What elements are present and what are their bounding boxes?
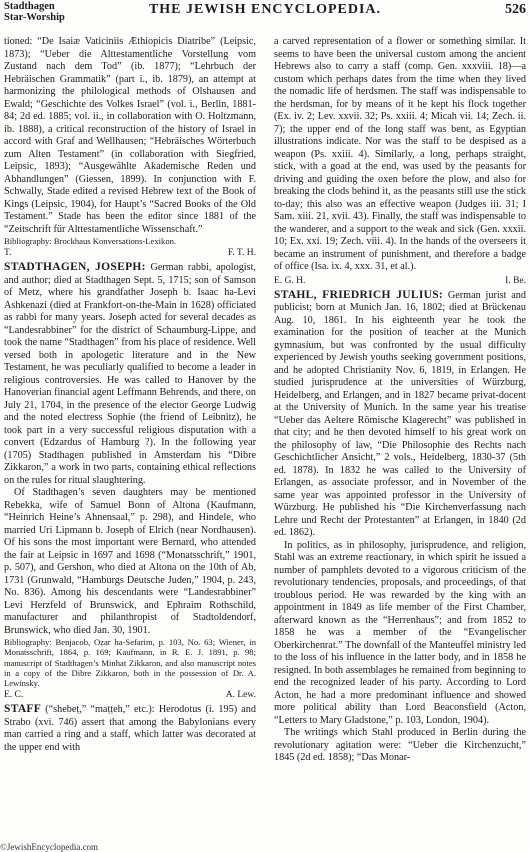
page-header xyxy=(4,0,526,32)
body-paragraph: a carved representation of a flower or something similar. It seems to have been the universal custom among the ancient Hebrews also to carry a staff (comp. Gen. xxxviii. 18)—a custom which perhaps dates from the time when they lived the nomadic life of herdsmen. The staff was indispensable to the herdsman, for by means of it he kept his flock together (Ex. iv. 2; Lev. xxvii. 32; Ps. xxiii. 4; Micah vii. 14; Zech. ii. 7); the upper end of the long staff was bent, as Egyptian illustrations indicate. Nor was the staff to be despised as a weapon (Ps. xxiii. 4). Similarly, a long, perhaps straight, stick, with a goad at the end, was used by the peasants for driving and guiding the oxen before the plow, and also for breaking the clods behind it, as the peasants still use the stick to-day; this also was an effective weapon (Judges iii. 31; I Sam. xiii. 21, xvii. 43). Finally, the staff was indispensable to the wanderer, and a support to the weak and sick (Gen. xxxii. 10; Ex. xxi. 19; Zech. viii. 4). In the hands of the overseers it became an instrument of punishment, and therefore a badge of office (Isa. ix. 4, xxx. 31, et al.). xyxy=(274,36,526,272)
running-topic-first: Stadthagen xyxy=(4,1,55,12)
footer-watermark: ©JewishEncyclopedia.com xyxy=(0,842,99,852)
author-signature xyxy=(4,689,256,701)
signature-initials-left: T. xyxy=(4,248,12,259)
article-headword: STAHL, FRIEDRICH JULIUS: xyxy=(274,288,444,301)
article-text: (“shebeṭ,” “maṭṭeh,” etc.): Herodotus (i. 195) and Strabo (xvi. 746) assert that among the Babylonians every man carried a ring and a staff, which latter was decorated at the upper end with xyxy=(4,704,256,753)
signature-initials-right: F. T. H. xyxy=(227,248,256,259)
running-topic-last: Star-Worship xyxy=(4,12,65,23)
signature-initials-left: E. C. xyxy=(4,690,24,701)
signature-initials-left: E. G. H. xyxy=(274,275,306,286)
body-paragraph: In politics, as in philosophy, jurisprudence, and religion, Stahl was an extreme reactionary, in which spirit he issued a number of pamphlets devoted to a vigorous criticism of the revolutionary tendencies, proposals, and proceedings, of that troublous period. He was rewarded by the king with an appointment in 1849 as life member of the First Chamber, afterward known as the “Herrenhaus”; and from 1852 to 1858 he was a member of the “Evangelischer Oberkirchenrat.” The downfall of the Manteuffel ministry led to the loss of his influence in the latter body, and in 1858 he resigned. In both assemblages he remained from beginning to end the recognized leader of his party. According to Lord Acton, he had a more predominant influence and showed more political ability than Lord Beaconsfield (Acton, “Letters to Mary Gladstone,” p. 103, London, 1904). xyxy=(274,539,526,726)
signature-initials-right: I. Be. xyxy=(505,275,526,286)
article-entry xyxy=(4,703,256,754)
article-text: German rabbi, apologist, and author; died at Stadthagen Sept. 5, 1715; son of Samson of Metz, where his grandfather Joseph b. Isaac ha-Levi Ashkenazi (died at Frankfort-on-the-Main in 1628) officiated as rabbi for many years. Joseph acted for several decades as “Landesrabbiner” for the district of Schaumburg-Lippe, and took the name “Stadthagen” from his place of residence. Well versed both in apologetic literature and in the New Testament, he was peculiarly qualified to become a leader in religious controversies. He was called to Hanover by the Hanoverian financial agent Leffmann Behrends, and there, on July 21, 1704, in the presence of the elector George Ludwig and the noted electress Sophie (the friend of Leibnitz), he took part in a very successful religious disputation with a convert (Edzardus of Hamburg ?). In the following year (1705) Stadthagen published in Amsterdam his “Dibre Zikkaron,” a work in two parts, containing ethical reflections on the rules for ritual slaughtering. xyxy=(4,262,256,486)
encyclopedia-title: THE JEWISH ENCYCLOPEDIA. xyxy=(148,2,382,17)
body-paragraph: Of Stadthagen’s seven daughters may be mentioned Rebekka, wife of Samuel Bonn of Altona (Kaufmann, “Heinrich Heine’s Ahnensaal,” p. 298), and Hindele, who married Uri Lipmann b. Joseph of Elrich (near Nordhausen). Of his sons the most important were Bernard, who attended the fair at Leipsic in 1697 and 1698 (“Monatsschrift,” 1901, p. 507), and Gershon, who died at Altona on the 10th of Ab, 1731 (Grunwald, “Hamburgs Deutsche Juden,” 1904, p. 243, No. 836). Among his descendants were “Landesrabbiner” Levi Herzfeld of Brunswick, and Ephraim Rothschild, manufacturer and philanthropist of Stadtoldendorf, Brunswick, who died Jan. 30, 1901. xyxy=(4,487,256,636)
right-column xyxy=(274,36,526,765)
article-text: German jurist and publicist; born at Munich Jan. 16, 1802; died at Brückenau Aug. 10, 1861. In his eighteenth year he took the examination for the position of teacher at the Munich gymnasium, but was confronted by the usual difficulty experienced by Jewish youths seeking government positions, and he adopted Christianity Nov. 6, 1819, in Erlangen. He studied jurisprudence at the universities of Würzburg, Heidelberg, and Erlangen, and in 1827 became privat-docent at the University of Munich. In the same year his treatise “Ueber das Aeltere Römische Klagerecht” was published in that city; and he then devoted himself to his great work on the philosophy of law, “Die Philosophie des Rechts nach Geschichtlicher Ansicht,” 2 vols., Heidelberg, 1830-37 (5th ed. 1878). In 1832 he was called to the University of Erlangen, as associate professor, and in November of the same year was appointed professor in the University of Würzburg. He published his “Die Kirchenverfassung nach Lehre und Recht der Protestanten” at Erlangen, in 1840 (2d ed. 1862). xyxy=(274,289,526,538)
article-entry xyxy=(4,261,256,487)
article-headword: STAFF xyxy=(4,703,42,716)
page-number: 526 xyxy=(505,2,526,17)
author-signature xyxy=(274,275,526,287)
author-signature xyxy=(4,247,256,259)
article-headword: STADTHAGEN, JOSEPH: xyxy=(4,261,146,274)
article-entry xyxy=(274,289,526,540)
left-column xyxy=(4,36,256,754)
body-paragraph: tioned: “De Isaiæ Vaticiniis Æthiopicis Diatribe” (Leipsic, 1873); “Ueber die Alttestamentliche Vorstellung vom Zustand nach dem Tod” (ib. 1877); “Lehrbuch der Hebräischen Grammatik” (part i., ib. 1879), an attempt at harmonizing the philological methods of Olshausen and Ewald; “Geschichte des Volkes Israel” (vol. i., Berlin, 1881-84; 2d ed. 1885; vol. ii., in collaboration with O. Holtzmann, ib. 1888), a critical reconstruction of the history of Israel in accord with Graf and Wellhausen; “Hebräisches Wörterbuch zum Alten Testament” (in collaboration with Siegfried, Leipsic, 1893); “Ausgewählte Akademische Reden und Abhandlungen” (Giessen, 1899). In conjunction with F. Schwally, Stade edited a revised Hebrew text of the Book of Kings (Leipsic, 1904), for Haupt’s “Sacred Books of the Old Testament.” Stade has been the editor since 1881 of the “Zeitschrift für Alttestamentliche Wissenschaft.” xyxy=(4,36,256,235)
bibliography: Bibliography: Brockhaus Konversations-Lexikon. xyxy=(4,236,177,246)
body-paragraph: The writings which Stahl produced in Berlin during the revolutionary agitation were: “Ueber die Kirchenzucht,” 1845 (2d ed. 1858); “Das Monar- xyxy=(274,727,526,763)
signature-initials-right: A. Lew. xyxy=(225,690,256,701)
bibliography: Bibliography: Benjacob, Oẓar ha-Sefarim, p. 103, No. 63; Wiener, in Monatsschrift, 1864, p. 169; Kaufmann, in R. E. J. 1891, p. 98; manuscript of Stadthagen’s Minhat Zikkaron, and also manuscript notes in a copy of the Dibre Zikkaron, both in the possession of Dr. A. Lewinsky. xyxy=(4,637,256,689)
